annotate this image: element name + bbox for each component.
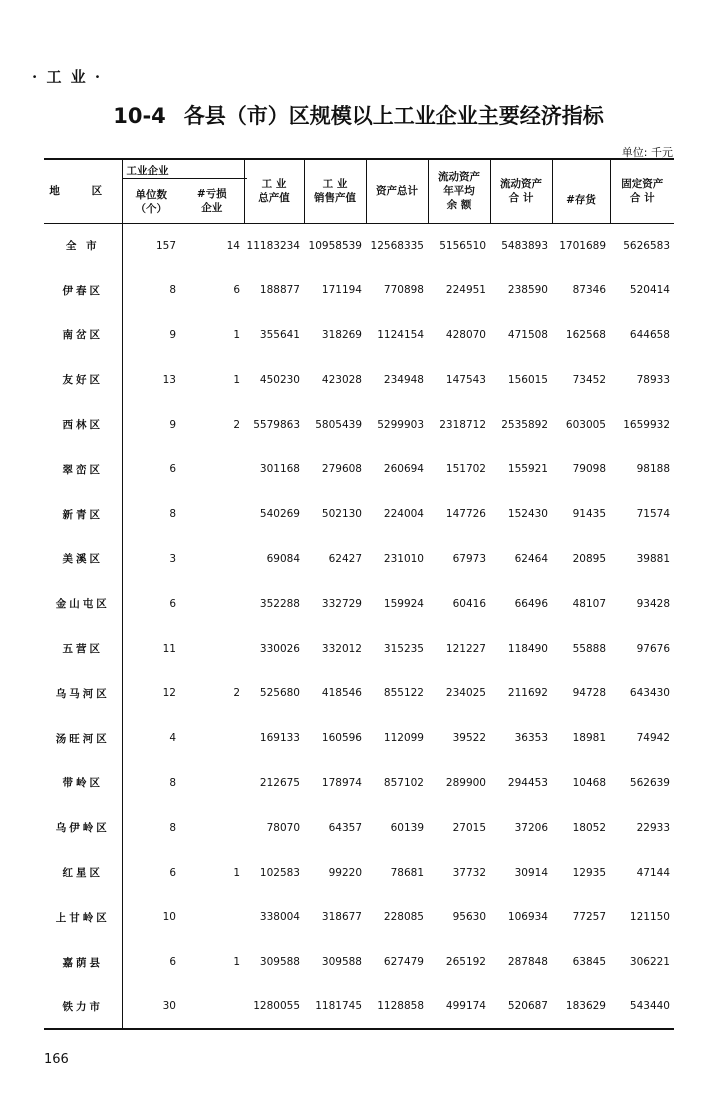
cell-loss bbox=[180, 805, 244, 850]
cell-cur-total: 238590 bbox=[507, 284, 548, 297]
cell-cur-total: 156015 bbox=[507, 373, 548, 386]
col-header-units-group: 工业企业 bbox=[123, 164, 247, 179]
row-region-name: 全 市 bbox=[44, 223, 122, 268]
table-row bbox=[44, 492, 674, 537]
cell-sales: 64357 bbox=[328, 821, 362, 834]
cell-assets: 60139 bbox=[390, 821, 424, 834]
cell-cur-total: 2535892 bbox=[501, 418, 548, 431]
cell-assets: 231010 bbox=[383, 552, 424, 565]
cell-sales: 332012 bbox=[321, 642, 362, 655]
table-row bbox=[44, 268, 674, 313]
col-header-cur-total: 流动资产 合 计 bbox=[490, 159, 552, 223]
table-row bbox=[44, 223, 674, 268]
cell-cur-total: 36353 bbox=[514, 732, 548, 745]
cell-assets: 234948 bbox=[383, 373, 424, 386]
cell-inventory: 77257 bbox=[572, 911, 606, 924]
row-region-name: 伊春区 bbox=[44, 268, 122, 313]
cell-output: 69084 bbox=[266, 552, 300, 565]
cell-assets: 78681 bbox=[390, 866, 424, 879]
cell-output: 338004 bbox=[259, 911, 300, 924]
cell-inventory: 79098 bbox=[572, 463, 606, 476]
cell-loss: 1 bbox=[233, 373, 240, 386]
table-row bbox=[44, 313, 674, 358]
table-row bbox=[44, 626, 674, 671]
cell-loss bbox=[180, 447, 244, 492]
cell-cur-avg: 224951 bbox=[445, 284, 486, 297]
cell-inventory: 1701689 bbox=[559, 239, 606, 252]
cell-loss: 1 bbox=[233, 866, 240, 879]
cell-output: 169133 bbox=[259, 732, 300, 745]
cell-fixed-total: 562639 bbox=[629, 776, 670, 789]
cell-sales: 1181745 bbox=[315, 1000, 362, 1013]
cell-sales: 10958539 bbox=[308, 239, 362, 252]
table-row bbox=[44, 716, 674, 761]
cell-fixed-total: 39881 bbox=[636, 552, 670, 565]
cell-sales: 99220 bbox=[328, 866, 362, 879]
cell-assets: 5299903 bbox=[377, 418, 424, 431]
cell-sales: 62427 bbox=[328, 552, 362, 565]
cell-loss bbox=[180, 581, 244, 626]
col-header-loss: #亏损 企业 bbox=[180, 159, 244, 223]
cell-assets: 12568335 bbox=[370, 239, 424, 252]
cell-output: 5579863 bbox=[253, 418, 300, 431]
cell-fixed-total: 121150 bbox=[629, 911, 670, 924]
cell-fixed-total: 543440 bbox=[629, 1000, 670, 1013]
cell-fixed-total: 47144 bbox=[636, 866, 670, 879]
cell-assets: 159924 bbox=[383, 597, 424, 610]
cell-fixed-total: 98188 bbox=[636, 463, 670, 476]
cell-loss bbox=[180, 626, 244, 671]
cell-output: 330026 bbox=[259, 642, 300, 655]
cell-units: 10 bbox=[162, 911, 176, 924]
cell-inventory: 18052 bbox=[572, 821, 606, 834]
cell-output: 525680 bbox=[259, 687, 300, 700]
cell-fixed-total: 93428 bbox=[636, 597, 670, 610]
cell-cur-total: 287848 bbox=[507, 956, 548, 969]
cell-cur-total: 471508 bbox=[507, 328, 548, 341]
cell-cur-total: 37206 bbox=[514, 821, 548, 834]
section-label: · 工 业 · bbox=[32, 68, 103, 86]
col-header-inventory: #存货 bbox=[552, 159, 610, 223]
table-row bbox=[44, 850, 674, 895]
cell-cur-total: 5483893 bbox=[501, 239, 548, 252]
row-region-name: 金山屯区 bbox=[44, 581, 122, 626]
cell-fixed-total: 78933 bbox=[636, 373, 670, 386]
cell-cur-avg: 428070 bbox=[445, 328, 486, 341]
cell-assets: 315235 bbox=[383, 642, 424, 655]
cell-sales: 279608 bbox=[321, 463, 362, 476]
cell-cur-total: 66496 bbox=[514, 597, 548, 610]
row-region-name: 红星区 bbox=[44, 850, 122, 895]
row-region-name: 嘉荫县 bbox=[44, 940, 122, 985]
cell-units: 6 bbox=[169, 956, 176, 969]
cell-assets: 770898 bbox=[383, 284, 424, 297]
cell-loss: 2 bbox=[233, 418, 240, 431]
cell-units: 8 bbox=[169, 776, 176, 789]
cell-sales: 318677 bbox=[321, 911, 362, 924]
cell-cur-avg: 147726 bbox=[445, 508, 486, 521]
cell-loss bbox=[180, 492, 244, 537]
cell-cur-avg: 95630 bbox=[452, 911, 486, 924]
cell-cur-avg: 147543 bbox=[445, 373, 486, 386]
cell-output: 352288 bbox=[259, 597, 300, 610]
cell-fixed-total: 643430 bbox=[629, 687, 670, 700]
cell-output: 11183234 bbox=[246, 239, 300, 252]
economic-indicators-table bbox=[44, 158, 674, 1030]
cell-cur-avg: 499174 bbox=[445, 1000, 486, 1013]
cell-cur-avg: 151702 bbox=[445, 463, 486, 476]
cell-cur-avg: 289900 bbox=[445, 776, 486, 789]
cell-output: 102583 bbox=[259, 866, 300, 879]
table-number: 10-4 bbox=[113, 104, 166, 128]
row-region-name: 西林区 bbox=[44, 402, 122, 447]
row-region-name: 汤旺河区 bbox=[44, 716, 122, 761]
cell-assets: 112099 bbox=[383, 732, 424, 745]
cell-loss: 1 bbox=[233, 956, 240, 969]
cell-cur-avg: 121227 bbox=[445, 642, 486, 655]
cell-cur-avg: 37732 bbox=[452, 866, 486, 879]
row-region-name: 美溪区 bbox=[44, 537, 122, 582]
cell-cur-avg: 27015 bbox=[452, 821, 486, 834]
cell-loss: 6 bbox=[233, 284, 240, 297]
cell-fixed-total: 1659932 bbox=[623, 418, 670, 431]
cell-inventory: 48107 bbox=[572, 597, 606, 610]
cell-units: 6 bbox=[169, 866, 176, 879]
cell-cur-avg: 67973 bbox=[452, 552, 486, 565]
cell-inventory: 63845 bbox=[572, 956, 606, 969]
col-header-sales: 工 业 销售产值 bbox=[304, 159, 366, 223]
cell-cur-avg: 2318712 bbox=[439, 418, 486, 431]
cell-cur-total: 62464 bbox=[514, 552, 548, 565]
col-header-assets: 资产总计 bbox=[366, 159, 428, 223]
cell-sales: 178974 bbox=[321, 776, 362, 789]
row-region-name: 五营区 bbox=[44, 626, 122, 671]
cell-output: 355641 bbox=[259, 328, 300, 341]
table-row bbox=[44, 581, 674, 626]
table-row bbox=[44, 671, 674, 716]
cell-output: 309588 bbox=[259, 956, 300, 969]
cell-loss bbox=[180, 895, 244, 940]
cell-sales: 502130 bbox=[321, 508, 362, 521]
cell-sales: 418546 bbox=[321, 687, 362, 700]
cell-cur-total: 152430 bbox=[507, 508, 548, 521]
row-region-name: 带岭区 bbox=[44, 761, 122, 806]
cell-sales: 5805439 bbox=[315, 418, 362, 431]
cell-assets: 1124154 bbox=[377, 328, 424, 341]
cell-cur-total: 118490 bbox=[507, 642, 548, 655]
row-region-name: 新青区 bbox=[44, 492, 122, 537]
cell-inventory: 183629 bbox=[565, 1000, 606, 1013]
col-header-output: 工 业 总产值 bbox=[244, 159, 304, 223]
cell-cur-total: 294453 bbox=[507, 776, 548, 789]
col-header-units bbox=[122, 159, 180, 223]
row-region-name: 南岔区 bbox=[44, 313, 122, 358]
cell-inventory: 10468 bbox=[572, 776, 606, 789]
row-region-name: 铁力市 bbox=[44, 985, 122, 1030]
col-header-region: 地 区 bbox=[44, 159, 122, 223]
cell-sales: 318269 bbox=[321, 328, 362, 341]
cell-units: 30 bbox=[162, 1000, 176, 1013]
cell-assets: 228085 bbox=[383, 911, 424, 924]
cell-output: 301168 bbox=[259, 463, 300, 476]
cell-fixed-total: 97676 bbox=[636, 642, 670, 655]
cell-output: 188877 bbox=[259, 284, 300, 297]
cell-units: 9 bbox=[169, 328, 176, 341]
cell-inventory: 73452 bbox=[572, 373, 606, 386]
cell-units: 12 bbox=[162, 687, 176, 700]
table-row bbox=[44, 447, 674, 492]
cell-output: 212675 bbox=[259, 776, 300, 789]
table-row bbox=[44, 402, 674, 447]
cell-loss bbox=[180, 716, 244, 761]
cell-cur-total: 30914 bbox=[514, 866, 548, 879]
cell-units: 8 bbox=[169, 821, 176, 834]
cell-fixed-total: 644658 bbox=[629, 328, 670, 341]
cell-sales: 160596 bbox=[321, 732, 362, 745]
cell-units: 3 bbox=[169, 552, 176, 565]
table-row bbox=[44, 940, 674, 985]
table-row bbox=[44, 805, 674, 850]
cell-assets: 855122 bbox=[383, 687, 424, 700]
cell-assets: 857102 bbox=[383, 776, 424, 789]
cell-assets: 260694 bbox=[383, 463, 424, 476]
cell-output: 450230 bbox=[259, 373, 300, 386]
table-title bbox=[0, 100, 717, 130]
cell-units: 8 bbox=[169, 284, 176, 297]
cell-units: 6 bbox=[169, 597, 176, 610]
cell-inventory: 162568 bbox=[565, 328, 606, 341]
cell-fixed-total: 71574 bbox=[636, 508, 670, 521]
cell-sales: 309588 bbox=[321, 956, 362, 969]
cell-inventory: 94728 bbox=[572, 687, 606, 700]
cell-output: 1280055 bbox=[253, 1000, 300, 1013]
cell-loss: 14 bbox=[226, 239, 240, 252]
row-region-name: 上甘岭区 bbox=[44, 895, 122, 940]
unit-label: 单位: 千元 bbox=[621, 146, 673, 159]
cell-cur-avg: 5156510 bbox=[439, 239, 486, 252]
cell-units: 6 bbox=[169, 463, 176, 476]
cell-cur-total: 520687 bbox=[507, 1000, 548, 1013]
table-row bbox=[44, 761, 674, 806]
row-region-name: 乌马河区 bbox=[44, 671, 122, 716]
cell-inventory: 12935 bbox=[572, 866, 606, 879]
cell-sales: 332729 bbox=[321, 597, 362, 610]
cell-units: 157 bbox=[155, 239, 176, 252]
cell-fixed-total: 22933 bbox=[636, 821, 670, 834]
cell-units: 4 bbox=[169, 732, 176, 745]
cell-fixed-total: 74942 bbox=[636, 732, 670, 745]
cell-loss: 1 bbox=[233, 328, 240, 341]
cell-fixed-total: 5626583 bbox=[623, 239, 670, 252]
cell-loss bbox=[180, 985, 244, 1030]
cell-fixed-total: 520414 bbox=[629, 284, 670, 297]
cell-inventory: 20895 bbox=[572, 552, 606, 565]
cell-cur-avg: 265192 bbox=[445, 956, 486, 969]
cell-cur-avg: 234025 bbox=[445, 687, 486, 700]
cell-output: 540269 bbox=[259, 508, 300, 521]
row-region-name: 翠峦区 bbox=[44, 447, 122, 492]
cell-assets: 224004 bbox=[383, 508, 424, 521]
cell-inventory: 55888 bbox=[572, 642, 606, 655]
cell-units: 8 bbox=[169, 508, 176, 521]
cell-inventory: 91435 bbox=[572, 508, 606, 521]
table-row bbox=[44, 537, 674, 582]
cell-inventory: 603005 bbox=[565, 418, 606, 431]
cell-cur-total: 211692 bbox=[507, 687, 548, 700]
cell-inventory: 18981 bbox=[572, 732, 606, 745]
cell-sales: 171194 bbox=[321, 284, 362, 297]
col-header-units-count: 单位数 （个） bbox=[135, 189, 167, 216]
cell-cur-total: 155921 bbox=[507, 463, 548, 476]
cell-loss bbox=[180, 761, 244, 806]
cell-units: 13 bbox=[162, 373, 176, 386]
page-number: 166 bbox=[44, 1052, 69, 1067]
cell-units: 11 bbox=[162, 642, 176, 655]
cell-output: 78070 bbox=[266, 821, 300, 834]
cell-inventory: 87346 bbox=[572, 284, 606, 297]
cell-assets: 627479 bbox=[383, 956, 424, 969]
col-header-cur-avg: 流动资产 年平均 余 额 bbox=[428, 159, 490, 223]
table-title-text: 各县（市）区规模以上工业企业主要经济指标 bbox=[183, 104, 604, 128]
cell-sales: 423028 bbox=[321, 373, 362, 386]
cell-loss: 2 bbox=[233, 687, 240, 700]
cell-loss bbox=[180, 537, 244, 582]
cell-fixed-total: 306221 bbox=[629, 956, 670, 969]
cell-cur-avg: 39522 bbox=[452, 732, 486, 745]
table-row bbox=[44, 357, 674, 402]
cell-cur-total: 106934 bbox=[507, 911, 548, 924]
cell-cur-avg: 60416 bbox=[452, 597, 486, 610]
col-header-fixed-total: 固定资产 合 计 bbox=[610, 159, 674, 223]
cell-assets: 1128858 bbox=[377, 1000, 424, 1013]
cell-units: 9 bbox=[169, 418, 176, 431]
table-row bbox=[44, 895, 674, 940]
row-region-name: 友好区 bbox=[44, 357, 122, 402]
table-row bbox=[44, 985, 674, 1030]
row-region-name: 乌伊岭区 bbox=[44, 805, 122, 850]
